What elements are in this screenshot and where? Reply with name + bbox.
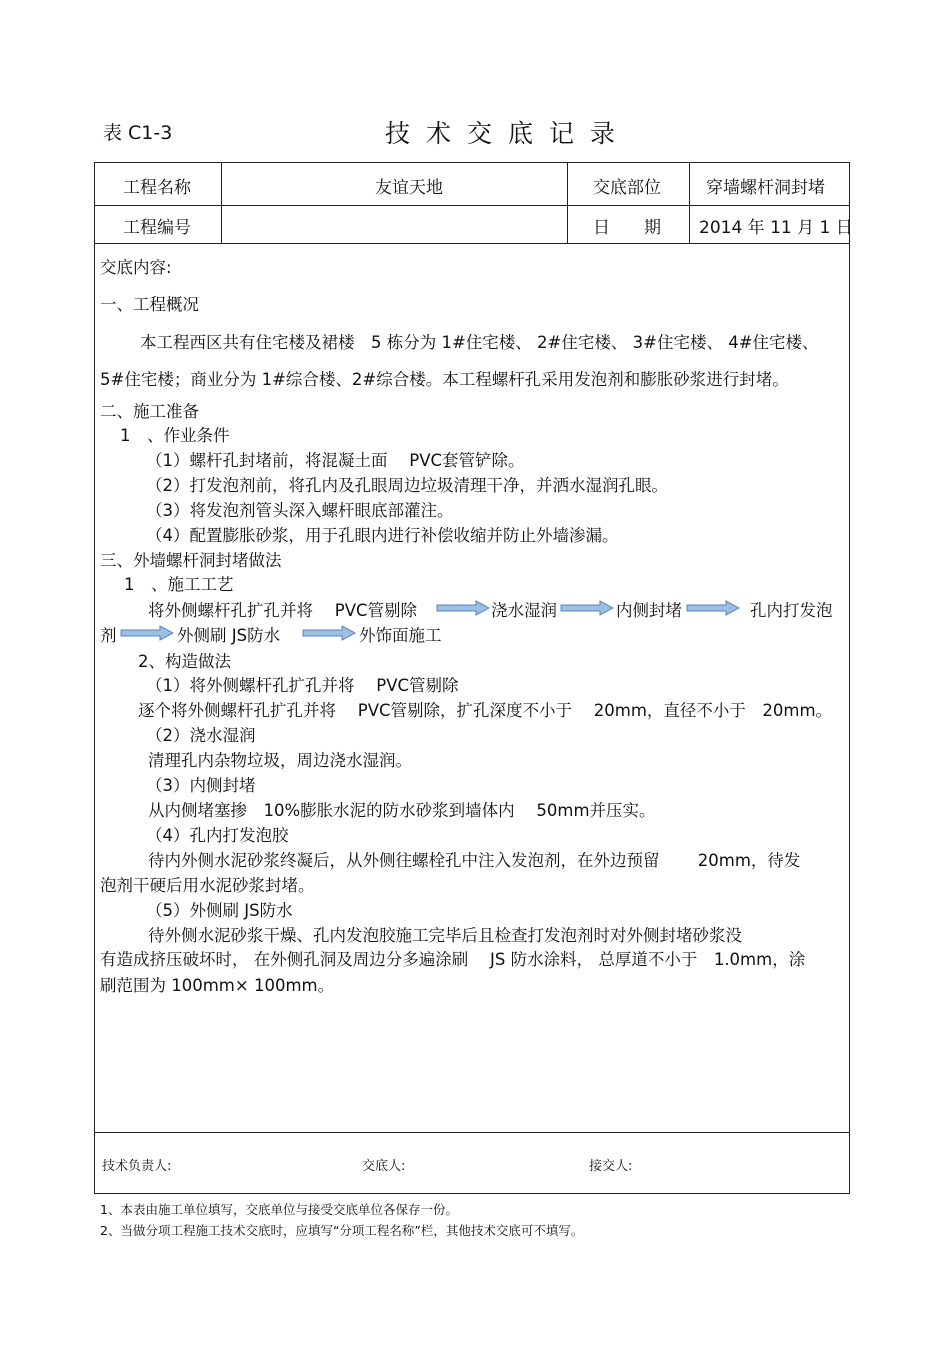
- arrow-right-icon: [560, 600, 614, 616]
- info-table: [94, 162, 853, 244]
- section-3-subtitle: 1 、施工工艺: [124, 575, 234, 594]
- form-id: 表 C1-3: [103, 122, 173, 144]
- flow-step-1: 将外侧螺杆孔扩孔并将 PVC管剔除: [148, 601, 418, 620]
- list-item: （3）将发泡剂管头深入螺杆眼底部灌注。: [146, 501, 454, 520]
- location-value: 穿墙螺杆洞封堵: [706, 178, 825, 198]
- arrow-right-icon: [686, 600, 740, 616]
- date-label: 日 期: [593, 218, 661, 238]
- method-text: 待外侧水泥砂浆干燥、孔内发泡胶施工完毕后且检查打发泡剂时对外侧封堵砂浆没: [148, 926, 742, 945]
- method-title: （3）内侧封堵: [146, 776, 256, 795]
- method-title: （4）孔内打发泡胶: [146, 826, 289, 845]
- method-text: 从内侧堵塞掺 10%膨胀水泥的防水砂浆到墙体内 50mm并压实。: [148, 801, 656, 820]
- receiver-signature: 接交人:: [589, 1159, 633, 1174]
- section-1-paragraph: 本工程西区共有住宅楼及裙楼 5 栋分为 1#住宅楼、 2#住宅楼、 3#住宅楼、 4#住宅楼、: [140, 333, 819, 352]
- arrow-right-icon: [120, 625, 174, 641]
- section-2-subtitle: 1 、作业条件: [120, 426, 230, 445]
- page-title: 技术交底记录: [385, 119, 632, 148]
- column-divider: [221, 163, 222, 243]
- date-value: 2014 年 11 月 1 日: [699, 218, 853, 238]
- section-1-paragraph: 5#住宅楼；商业分为 1#综合楼、2#综合楼。本工程螺杆孔采用发泡剂和膨胀砂浆进行封堵。: [100, 370, 789, 389]
- flow-step-4-cont: 剂: [100, 626, 117, 645]
- footnote-2: 2、当做分项工程施工技术交底时，应填写“分项工程名称”栏，其他技术交底可不填写。: [100, 1223, 584, 1238]
- project-name-label: 工程名称: [123, 178, 191, 198]
- tech-lead-signature: 技术负责人:: [102, 1159, 172, 1174]
- method-text: 待内外侧水泥砂浆终凝后，从外侧往螺栓孔中注入发泡剂，在外边预留 20mm，待发: [148, 851, 801, 870]
- method-title: （1）将外侧螺杆孔扩孔并将 PVC管剔除: [146, 676, 459, 695]
- method-text: 泡剂干硬后用水泥砂浆封堵。: [100, 876, 315, 895]
- list-item: （1）螺杆孔封堵前，将混凝土面 PVC套管铲除。: [146, 451, 525, 470]
- arrow-right-icon: [302, 625, 356, 641]
- location-label: 交底部位: [593, 178, 661, 198]
- flow-step-5: 外侧刷 JS防水: [177, 626, 281, 645]
- project-name-value: 友谊天地: [375, 178, 443, 198]
- footnote-1: 1、本表由施工单位填写，交底单位与接受交底单位各保存一份。: [100, 1202, 458, 1217]
- list-item: （2）打发泡剂前，将孔内及孔眼周边垃圾清理干净，并洒水湿润孔眼。: [146, 476, 668, 495]
- method-text: 有造成挤压破坏时， 在外侧孔洞及周边分多遍涂刷 JS 防水涂料， 总厚道不小于 1.0mm，涂: [100, 950, 806, 969]
- column-divider: [689, 163, 690, 243]
- discloser-signature: 交底人:: [362, 1159, 406, 1174]
- method-title: （5）外侧刷 JS防水: [146, 901, 293, 920]
- method-title: （2）浇水湿润: [146, 726, 256, 745]
- content-heading: 交底内容:: [100, 258, 172, 277]
- list-item: （4）配置膨胀砂浆，用于孔眼内进行补偿收缩并防止外墙渗漏。: [146, 526, 619, 545]
- flow-step-4: 孔内打发泡: [750, 601, 833, 620]
- flow-step-6: 外饰面施工: [359, 626, 442, 645]
- method-text: 逐个将外侧螺杆孔扩孔并将 PVC管剔除，扩孔深度不小于 20mm，直径不小于 20mm。: [138, 701, 833, 720]
- method-text: 刷范围为 100mm× 100mm。: [100, 976, 335, 995]
- section-2-title: 二、施工准备: [100, 402, 199, 421]
- method-text: 清理孔内杂物垃圾，周边浇水湿润。: [148, 751, 412, 770]
- flow-step-2: 浇水湿润: [491, 601, 557, 620]
- table-row-divider: [95, 205, 849, 206]
- arrow-right-icon: [436, 600, 490, 616]
- section-3-title: 三、外墙螺杆洞封堵做法: [100, 551, 282, 570]
- column-divider: [567, 163, 568, 243]
- flow-step-3: 内侧封堵: [616, 601, 682, 620]
- section-1-title: 一、工程概况: [100, 295, 199, 314]
- project-no-label: 工程编号: [123, 218, 191, 238]
- signature-divider: [95, 1132, 849, 1133]
- section-3-subtitle: 2、构造做法: [138, 652, 231, 671]
